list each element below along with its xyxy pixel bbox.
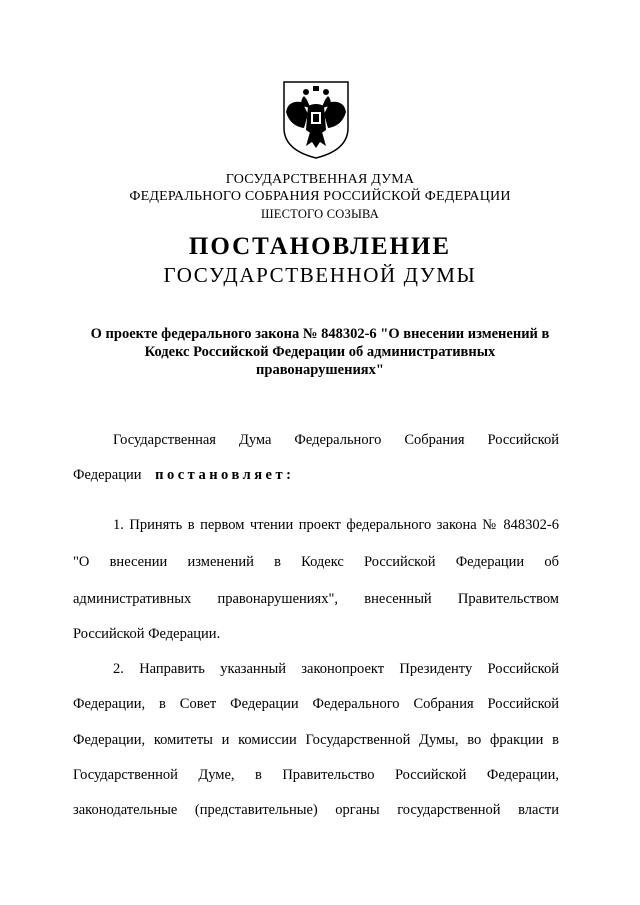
paragraph-1-line: Российской Федерации.	[73, 626, 221, 642]
resolves-word: постановляет:	[155, 467, 295, 483]
paragraph-2-line: Государственной Думе, в Правительство Российской Федерации,	[73, 767, 559, 783]
paragraph-2-line: Федерации, комитеты и комиссии Государственной Думы, во фракции в	[73, 732, 559, 748]
paragraph-1-line: административных правонарушениях", внесенный Правительством	[73, 591, 559, 607]
paragraph-1-line: 1. Принять в первом чтении проект федерального закона № 848302-6	[113, 517, 559, 533]
coat-of-arms-emblem	[280, 78, 352, 160]
subject-line: Кодекс Российской Федерации об административных	[144, 344, 496, 360]
header-line-duma: ГОСУДАРСТВЕННАЯ ДУМА	[225, 172, 415, 187]
header-line-assembly: ФЕДЕРАЛЬНОГО СОБРАНИЯ РОССИЙСКОЙ ФЕДЕРАЦИИ	[129, 189, 511, 204]
document-subtitle: ГОСУДАРСТВЕННОЙ ДУМЫ	[163, 263, 477, 287]
preamble-line: Государственная Дума Федерального Собрания Российской	[113, 432, 559, 448]
preamble-word: Федерации	[73, 467, 142, 483]
preamble-line	[73, 466, 559, 484]
paragraph-2-line: Федерации, в Совет Федерации Федерального Собрания Российской	[73, 696, 559, 712]
header-line-convocation: ШЕСТОГО СОЗЫВА	[260, 207, 380, 221]
subject-line: правонарушениях"	[256, 362, 384, 378]
paragraph-1-line: "О внесении изменений в Кодекс Российской Федерации об	[73, 554, 559, 570]
paragraph-2-line: законодательные (представительные) органы государственной власти	[73, 802, 559, 818]
paragraph-2-line: 2. Направить указанный законопроект Президенту Российской	[113, 661, 559, 677]
document-title: ПОСТАНОВЛЕНИЕ	[188, 233, 452, 260]
subject-line: О проекте федерального закона № 848302-6 "О внесении изменений в	[90, 326, 550, 342]
document-subject	[70, 325, 570, 379]
